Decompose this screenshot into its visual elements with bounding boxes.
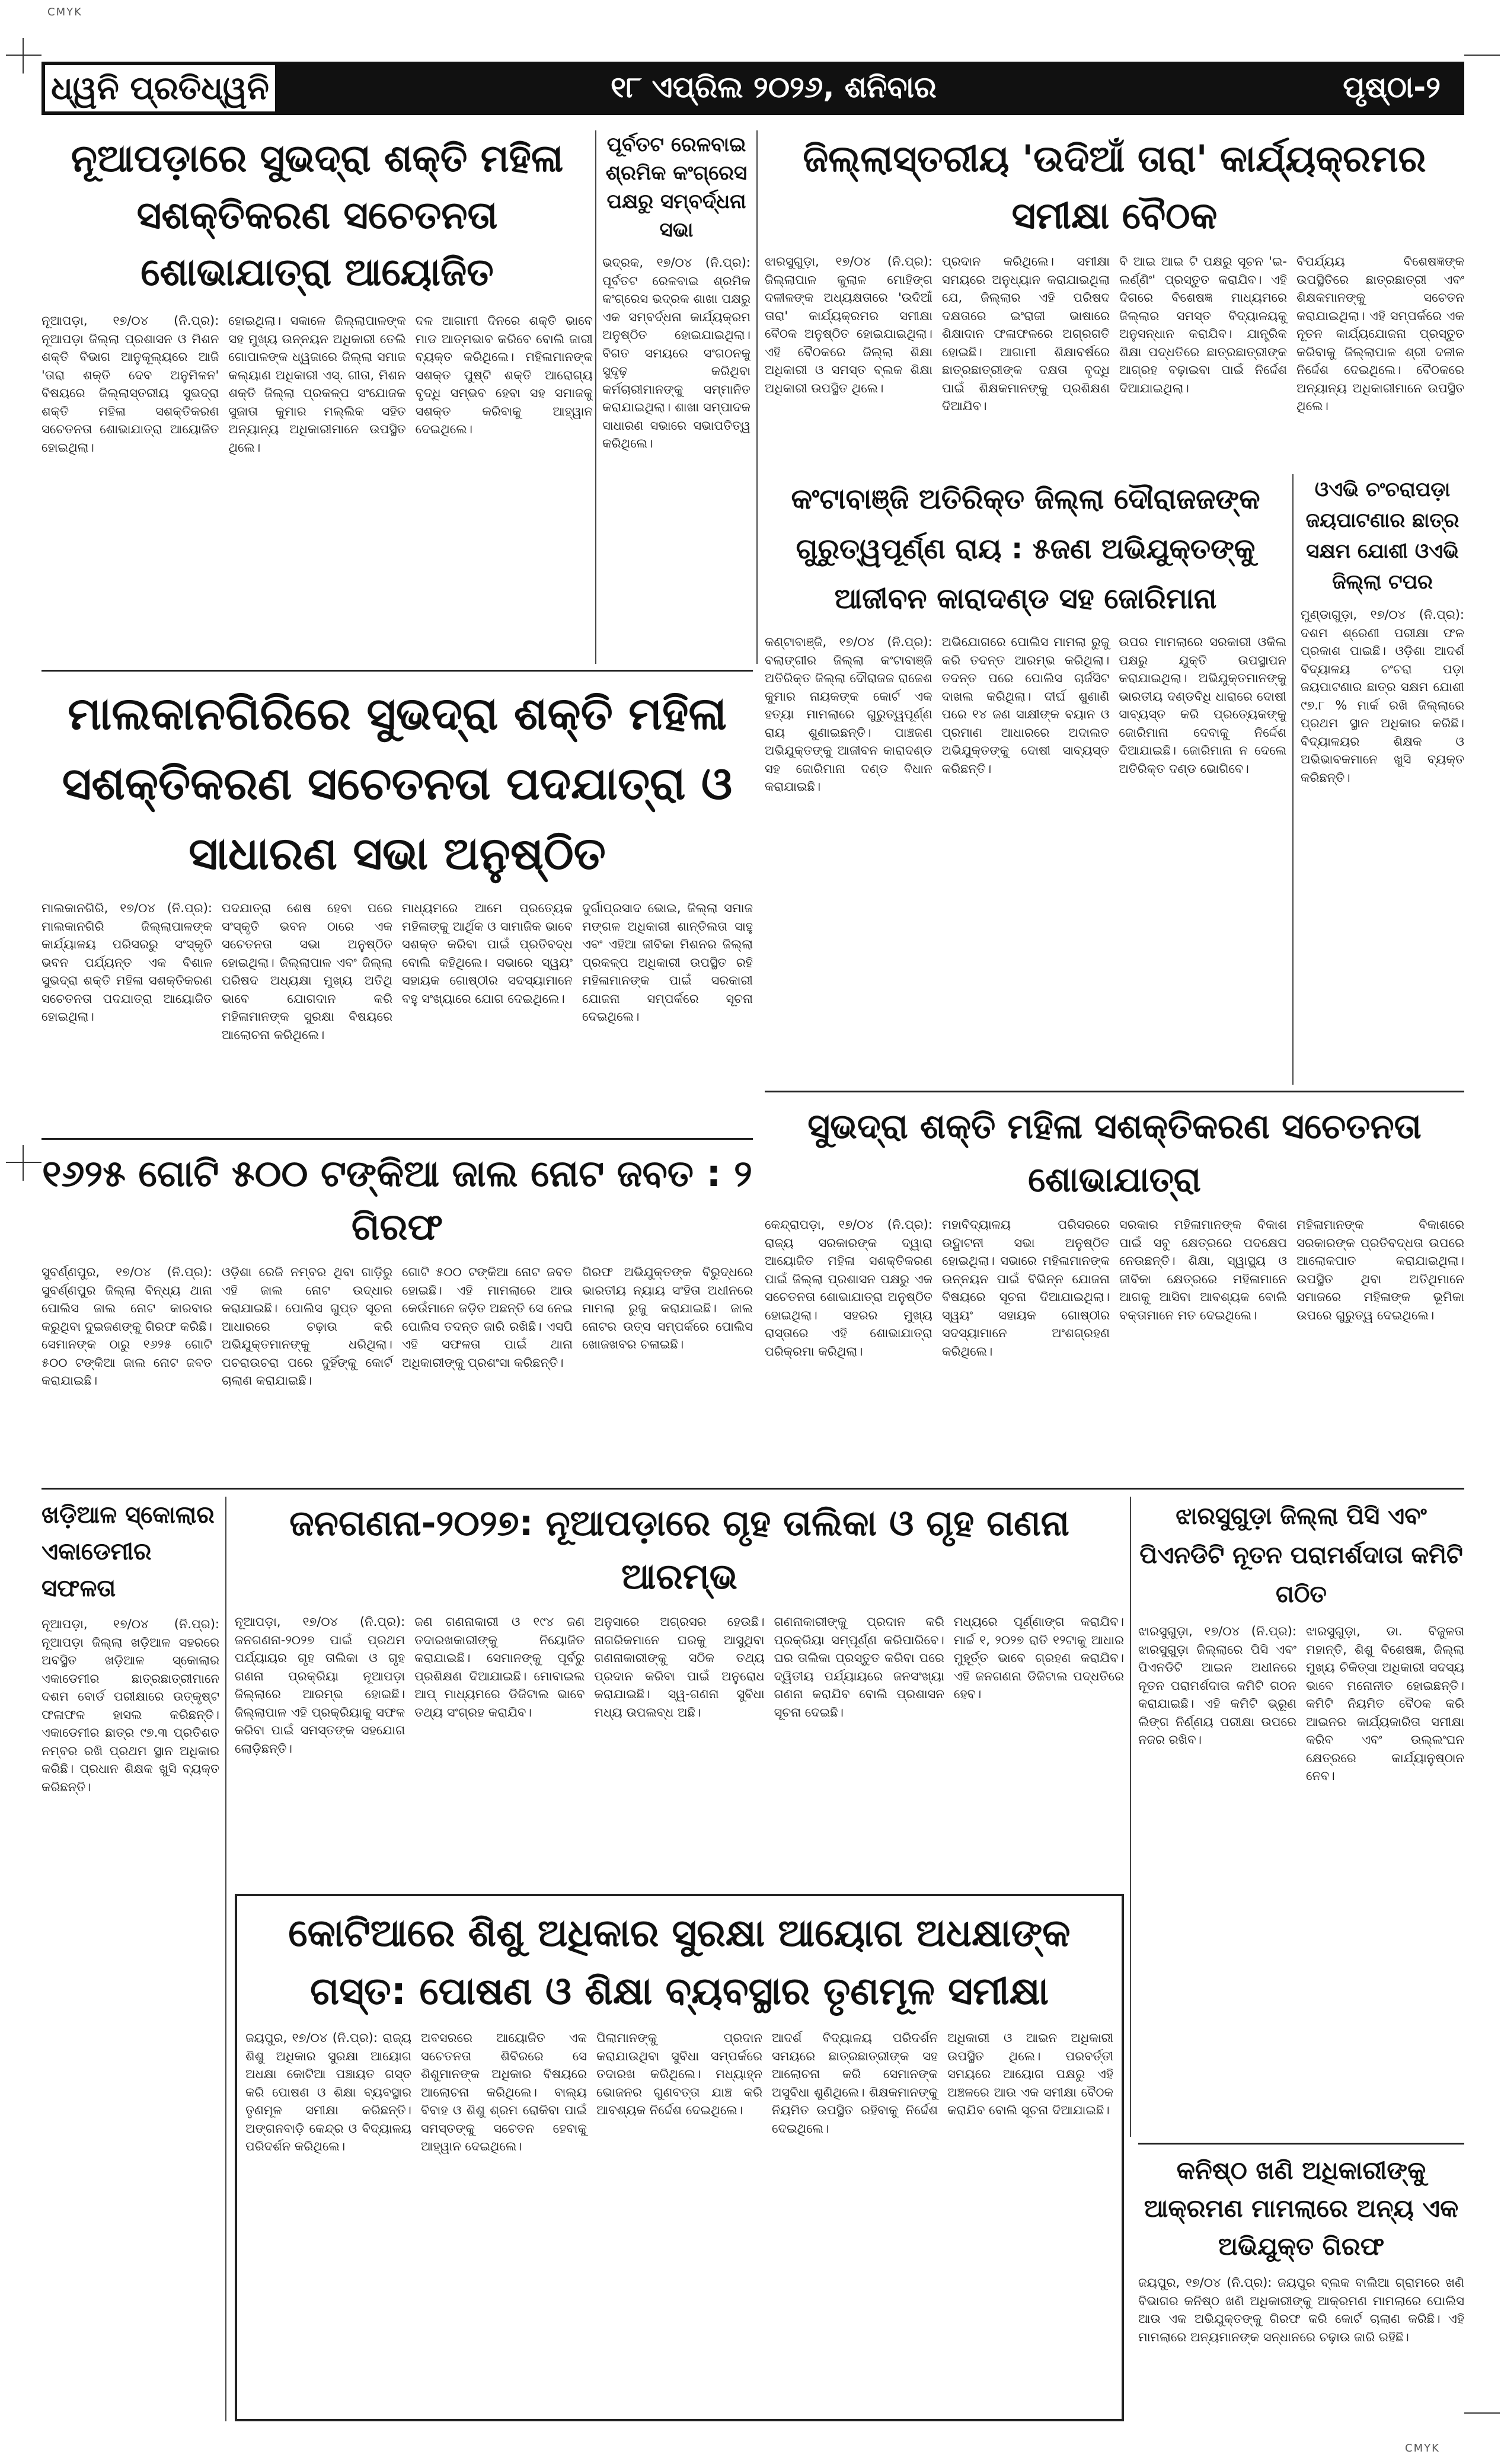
story-column: ଅଭିଯୋଗରେ ପୋଲିସ ମାମଲା ରୁଜୁ କରି ତଦନ୍ତ ଆରମ୍ଭ କରିଥିଲା। ତଦନ୍ତ ପରେ ପୋଲିସ ଚାର୍ଜସିଟ ଦାଖଲ କରିଥିଲା। ଦୀର୍ଘ ଶୁଣାଣି ପରେ ୧୪ ଜଣ ସାକ୍ଷୀଙ୍କ ବୟାନ ଓ ପ୍ରମାଣ ଆଧାରରେ ଅଦାଲତ ଅଭିଯୁକ୍ତଙ୍କୁ ଦୋଷୀ ସାବ୍ୟସ୍ତ କରିଛନ୍ତି। xyxy=(941,635,1110,776)
story-column: ମହିଳାମାନଙ୍କ ବିକାଶରେ ସରକାରଙ୍କ ପ୍ରତିବଦ୍ଧତା ଉପରେ ଆଲୋକପାତ କରାଯାଇଥିଲା। ଉପସ୍ଥିତ ଥିବା ଅତିଥିମାନେ ସମାଜରେ ମହିଳାଙ୍କ ଭୂମିକା ଉପରେ ଗୁରୁତ୍ୱ ଦେଇଥିଲେ। xyxy=(1296,1217,1464,1322)
story-headline: କନିଷ୍ଠ ଖଣି ଅଧିକାରୀଙ୍କୁ ଆକ୍ରମଣ ମାମଲାରେ ଅନ୍ୟ ଏକ ଅଭିଯୁକ୍ତ ଗିରଫ xyxy=(1144,2156,1459,2261)
story-column: ଗିରଫ ଅଭିଯୁକ୍ତଙ୍କ ବିରୁଦ୍ଧରେ ଭାରତୀୟ ନ୍ୟାୟ ସଂହିତା ଅଧୀନରେ ମାମଲା ରୁଜୁ କରାଯାଇଛି। ଜାଲ ନୋଟର ଉତ୍ସ ସମ୍ପର୍କରେ ପୋଲିସ ଖୋଜଖବର ଚଳାଇଛି। xyxy=(582,1265,753,1351)
story-column: ଆଦର୍ଶ ବିଦ୍ୟାଳୟ ପରିଦର୍ଶନ ସମୟରେ ଛାତ୍ରଛାତ୍ରୀଙ୍କ ସହ ଆଲୋଚନା କରି ସେମାନଙ୍କ ଅସୁବିଧା ଶୁଣିଥିଲେ। ଶିକ୍ଷକମାନଙ୍କୁ ନିୟମିତ ଉପସ୍ଥିତ ରହିବାକୁ ନିର୍ଦ୍ଦେଶ ଦେଇଥିଲେ। xyxy=(772,2031,938,2136)
column-rule xyxy=(1130,1497,1131,2137)
crop-mark xyxy=(6,55,41,56)
crop-mark xyxy=(1464,55,1500,56)
story-column: କଣ୍ଟାବାଞ୍ଜି, ୧୭/୦୪ (ନି.ପ୍ର): ବଲାଙ୍ଗୀର ଜିଲ୍ଲା କଂଟାବାଞ୍ଜି ଅତିରିକ୍ତ ଜିଲ୍ଲା ଦୌରାଜଜ ରାଜେଶ କୁମାର ନାୟକଙ୍କ କୋର୍ଟ ଏକ ହତ୍ୟା ମାମଲାରେ ଗୁରୁତ୍ୱପୂର୍ଣ୍ଣ ରାୟ ଶୁଣାଇଛନ୍ତି। ପାଞ୍ଚଜଣ ଅଭିଯୁକ୍ତଙ୍କୁ ଆଜୀବନ କାରାଦଣ୍ଡ ସହ ଜୋରିମାନା ଦଣ୍ଡ ବିଧାନ କରାଯାଇଛି। xyxy=(765,635,932,794)
story-column: ପ୍ରଦାନ କରିଥିଲେ। ସମୀକ୍ଷା ସମୟରେ ଅନୁଧ୍ୟାନ କରାଯାଇଥିଲା ଯେ, ଜିଲ୍ଲାର ଏହି ପରିଷଦ ଦକ୍ଷତାରେ ଇଂରାଜୀ ଭାଷାରେ ଶିକ୍ଷାଦାନ ଫଳାଫଳରେ ଅଗ୍ରଗତି ହୋଇଛି। ଆଗାମୀ ଶିକ୍ଷାବର୍ଷରେ ଛାତ୍ରଛାତ୍ରୀଙ୍କ ଦକ୍ଷତା ବୃଦ୍ଧି ପାଇଁ ଶିକ୍ଷକମାନଙ୍କୁ ପ୍ରଶିକ୍ଷଣ ଦିଆଯିବ। xyxy=(942,254,1110,413)
story-column: ଝାରସୁଗୁଡ଼ା, ୧୭/୦୪ (ନି.ପ୍ର): ଜିଲ୍ଲାପାଳ କୁଲାଳ ମୋହିଙ୍ଗ ଦଳୀଳଙ୍କ ଅଧ୍ୟକ୍ଷତାରେ 'ଉଦିଆଁ ତାରା' କାର୍ଯ୍ୟକ୍ରମର ସମୀକ୍ଷା ବୈଠକ ଅନୁଷ୍ଠିତ ହୋଇଯାଇଥିଲା। ଏହି ବୈଠକରେ ଜିଲ୍ଲା ଶିକ୍ଷା ଅଧିକାରୀ ଓ ସମସ୍ତ ବ୍ଲକ ଶିକ୍ଷା ଅଧିକାରୀ ଉପସ୍ଥିତ ଥିଲେ। xyxy=(765,254,932,395)
story-column: କେନ୍ଦ୍ରାପଡ଼ା, ୧୭/୦୪ (ନି.ପ୍ର): ରାଜ୍ୟ ସରକାରଙ୍କ ଦ୍ୱାରା ଆୟୋଜିତ ମହିଳା ସଶକ୍ତିକରଣ ପାଇଁ ଜିଲ୍ଲା ପ୍ରଶାସନ ପକ୍ଷରୁ ଏକ ସଚେତନତା ଶୋଭାଯାତ୍ରା ଅନୁଷ୍ଠିତ ହୋଇଥିଲା। ସହରର ମୁଖ୍ୟ ରାସ୍ତାରେ ଏହି ଶୋଭାଯାତ୍ରା ପରିକ୍ରମା କରିଥିଲା। xyxy=(765,1217,932,1359)
story-column: ନୂଆପଡ଼ା, ୧୭/୦୪ (ନି.ପ୍ର): ନୂଆପଡ଼ା ଜିଲ୍ଲା ପ୍ରଶାସନ ଓ ମିଶନ ଶକ୍ତି ବିଭାଗ ଆନୁକୂଲ୍ୟରେ ଆଜି 'ତାରା ଶକ୍ତି ଦେବ ଅନୁମିଳନ' ବିଷୟରେ ଜିଲ୍ଲାସ୍ତରୀୟ ସୁଭଦ୍ରା ଶକ୍ତି ମହିଳା ସଶକ୍ତିକରଣ ସଚେତନତା ଶୋଭାଯାତ୍ରା ଆୟୋଜିତ ହୋଇଥିଲା। xyxy=(41,314,219,455)
story-headline: ଝାରସୁଗୁଡ଼ା ଜିଲ୍ଲା ପିସି ଏବଂ ପିଏନଡିଟି ନୂତନ ପରାମର୍ଶଦାତା କମିଟି ଗଠିତ xyxy=(1139,1503,1463,1608)
story-column: ମାଧ୍ୟମରେ ଆମେ ପ୍ରତ୍ୟେକ ମହିଳାଙ୍କୁ ଆର୍ଥିକ ଓ ସାମାଜିକ ଭାବେ ସଶକ୍ତ କରିବା ପାଇଁ ପ୍ରତିବଦ୍ଧ ବୋଲି କହିଥିଲେ। ସଭାରେ ସ୍ୱୟଂ ସହାୟକ ଗୋଷ୍ଠୀର ସଦସ୍ୟାମାନେ ବହୁ ସଂଖ୍ୟାରେ ଯୋଗ ଦେଇଥିଲେ। xyxy=(402,901,573,1006)
section-rule xyxy=(1138,2143,1464,2145)
story-udiaan-tara xyxy=(765,130,1464,462)
story-column: ମହାବିଦ୍ୟାଳୟ ପରିସରରେ ଉଦ୍ଘାଟନୀ ସଭା ଅନୁଷ୍ଠିତ ହୋଇଥିଲା। ସଭାରେ ମହିଳାମାନଙ୍କ ଉନ୍ନୟନ ପାଇଁ ବିଭିନ୍ନ ଯୋଜନା ବିଷୟରେ ସୂଚନା ଦିଆଯାଇଥିଲା। ସ୍ୱୟଂ ସହାୟକ ଗୋଷ୍ଠୀର ସଦସ୍ୟାମାନେ ଅଂଶଗ୍ରହଣ କରିଥିଲେ। xyxy=(942,1217,1110,1359)
story-census xyxy=(235,1497,1124,1888)
story-headline: ପୂର୍ବତଟ ରେଳବାଇ ଶ୍ରମିକ କଂଗ୍ରେସ ପକ୍ଷରୁ ସମ୍ବର୍ଦ୍ଧନା ସଭା xyxy=(605,133,748,242)
column-rule xyxy=(1292,474,1294,1085)
story-column: ଓଡ଼ିଶା ରେଜି ନମ୍ବର ଥିବା ଗାଡ଼ିରୁ ଏହି ଜାଲ ନୋଟ ଉଦ୍ଧାର କରାଯାଇଛି। ପୋଲିସ ଗୁପ୍ତ ସୂଚନା ଆଧାରରେ ଚଢ଼ାଉ କରି ଅଭିଯୁକ୍ତମାନଙ୍କୁ ଧରିଥିଲା। ପଚରାଉଚରା ପରେ ଦୁହିଁଙ୍କୁ କୋର୍ଟ ଚାଲାଣ କରାଯାଇଛି। xyxy=(222,1265,392,1388)
section-rule xyxy=(765,1091,1464,1092)
story-headline: ସୁଭଦ୍ରା ଶକ୍ତି ମହିଳା ସଶକ୍ତିକରଣ ସଚେତନତା ଶୋଭାଯାତ୍ରା xyxy=(807,1106,1422,1200)
section-rule xyxy=(41,670,753,672)
story-railway-congress xyxy=(602,130,750,664)
story-malkangiri xyxy=(41,679,753,1129)
column-rule xyxy=(756,130,758,664)
story-headline: ୧୬୨୫ ଗୋଟି ୫୦୦ ଟଙ୍କିଆ ଜାଲ ନୋଟ ଜବତ : ୨ ଗିରଫ xyxy=(42,1152,752,1248)
story-column: ଜଣ ଗଣନାକାରୀ ଓ ୧୯୪ ଜଣ ତଦାରଖକାରୀଙ୍କୁ ନିୟୋଜିତ କରାଯାଇଛି। ସେମାନଙ୍କୁ ପୂର୍ବରୁ ପ୍ରଶିକ୍ଷଣ ଦିଆଯାଇଛି। ମୋବାଇଲ ଆପ୍ ମାଧ୍ୟମରେ ଡିଜିଟାଲ ଭାବେ ତଥ୍ୟ ସଂଗ୍ରହ କରାଯିବ। xyxy=(414,1615,585,1720)
story-column: ଦଳ ଆଗାମୀ ଦିନରେ ଶକ୍ତି ଭାବେ ମାଡ ଆତ୍ମଭାବ କରିବେ ବୋଲି ଜାରୀ ବ୍ୟକ୍ତ କରିଥିଲେ। ମହିଳାମାନଙ୍କ ସଶକ୍ତ ପୁଷ୍ଟି ଶକ୍ତି ଆରୋଗ୍ୟ ବୃଦ୍ଧି ସମ୍ଭବ ହେବା ସହ ସମାଜକୁ ସଶକ୍ତ କରିବାକୁ ଆହ୍ୱାନ ଦେଇଥିଲେ। xyxy=(415,314,593,436)
story-column: ଝାରସୁଗୁଡ଼ା, ୧୭/୦୪ (ନି.ପ୍ର): ଝାରସୁଗୁଡ଼ା ଜିଲ୍ଲାରେ ପିସି ଏବଂ ପିଏନଡିଟି ଆଇନ ଅଧୀନରେ ନୂତନ ପରାମର୍ଶଦାତା କମିଟି ଗଠନ କରାଯାଇଛି। ଏହି କମିଟି ଭ୍ରୂଣ ଲିଙ୍ଗ ନିର୍ଣ୍ଣୟ ପରୀକ୍ଷା ଉପରେ ନଜର ରଖିବ। xyxy=(1138,1624,1296,1747)
story-column: ଝାରସୁଗୁଡ଼ା, ଡା. ବିଜୁଳତା ମହାନ୍ତି, ଶିଶୁ ବିଶେଷଜ୍ଞ, ଜିଲ୍ଲା ମୁଖ୍ୟ ଚିକିତ୍ସା ଅଧିକାରୀ ସଦସ୍ୟ ଭାବେ ମନୋନୀତ ହୋଇଛନ୍ତି। କମିଟି ନିୟମିତ ବୈଠକ କରି ଆଇନର କାର୍ଯ୍ୟକାରିତା ସମୀକ୍ଷା କରିବ ଏବଂ ଉଲ୍ଲଂଘନ କ୍ଷେତ୍ରରେ କାର୍ଯ୍ୟାନୁଷ୍ଠାନ ନେବ। xyxy=(1306,1624,1464,1783)
story-pcpndt-committee xyxy=(1138,1497,1464,2137)
story-column: ଜୟପୁର, ୧୭/୦୪ (ନି.ପ୍ର): ଜୟପୁର ବ୍ଲକ ବାଲିଆ ଗ୍ରାମରେ ଖଣି ବିଭାଗର କନିଷ୍ଠ ଖଣି ଅଧିକାରୀଙ୍କୁ ଆକ୍ରମଣ ମାମଲାରେ ପୋଲିସ ଆଉ ଏକ ଅଭିଯୁକ୍ତଙ୍କୁ ଗିରଫ କରି କୋର୍ଟ ଚାଲାଣ କରିଛି। ଏହି ମାମଲାରେ ଅନ୍ୟମାନଙ୍କ ସନ୍ଧାନରେ ଚଢ଼ାଉ ଜାରି ରହିଛି। xyxy=(1138,2276,1464,2344)
story-column: ସୁବର୍ଣ୍ଣପୁର, ୧୭/୦୪ (ନି.ପ୍ର): ସୁବର୍ଣ୍ଣପୁର ଜିଲ୍ଲା ବିନ୍ଧ୍ୟ ଥାନା ପୋଲିସ ଜାଲ ନୋଟ କାରବାର କରୁଥିବା ଦୁଇଜଣଙ୍କୁ ଗିରଫ କରିଛି। ସେମାନଙ୍କ ଠାରୁ ୧୬୨୫ ଗୋଟି ୫୦୦ ଟଙ୍କିଆ ଜାଲ ନୋଟ ଜବତ କରାଯାଇଛି। xyxy=(41,1265,212,1388)
story-column: ଅବସରରେ ଆୟୋଜିତ ଏକ ସଚେତନତା ଶିବିରରେ ସେ ଶିଶୁମାନଙ୍କ ଅଧିକାର ବିଷୟରେ ଆଲୋଚନା କରିଥିଲେ। ବାଲ୍ୟ ବିବାହ ଓ ଶିଶୁ ଶ୍ରମ ରୋକିବା ପାଇଁ ସମସ୍ତଙ୍କୁ ସଚେତନ ହେବାକୁ ଆହ୍ୱାନ ଦେଇଥିଲେ। xyxy=(421,2031,587,2153)
column-rule xyxy=(595,130,596,664)
story-column: ଗଣନାକାରୀଙ୍କୁ ପ୍ରଦାନ କରି ପ୍ରକ୍ରିୟା ସମ୍ପୂର୍ଣ୍ଣ କରିପାରିବେ। ଘର ତାଲିକା ପ୍ରସ୍ତୁତ କରିବା ପରେ ଦ୍ୱିତୀୟ ପର୍ଯ୍ୟାୟରେ ଜନସଂଖ୍ୟା ଗଣନା କରାଯିବ ବୋଲି ପ୍ରଶାସନ ସୂଚନା ଦେଇଛି। xyxy=(774,1615,944,1720)
story-column: ସରକାର ମହିଳାମାନଙ୍କ ବିକାଶ ପାଇଁ ସବୁ କ୍ଷେତ୍ରରେ ପଦକ୍ଷେପ ନେଉଛନ୍ତି। ଶିକ୍ଷା, ସ୍ୱାସ୍ଥ୍ୟ ଓ ଜୀବିକା କ୍ଷେତ୍ରରେ ମହିଳାମାନେ ଆଗକୁ ଆସିବା ଆବଶ୍ୟକ ବୋଲି ବକ୍ତାମାନେ ମତ ଦେଇଥିଲେ। xyxy=(1119,1217,1287,1322)
section-rule xyxy=(41,1488,1464,1490)
story-headline: ଜିଲ୍ଲାସ୍ତରୀୟ 'ଉଦିଆଁ ତାରା' କାର୍ଯ୍ୟକ୍ରମର ସମୀକ୍ଷା ବୈଠକ xyxy=(803,137,1426,237)
story-column: ହୋଇଥିଲା। ସକାଳେ ଜିଲ୍ଲାପାଳଙ୍କ ସହ ମୁଖ୍ୟ ଉନ୍ନୟନ ଅଧିକାରୀ ତେଲି ଗୋପାଳଙ୍କ ଧ୍ୱଜାରେ ଜିଲ୍ଲା ସମାଜ କଲ୍ୟାଣ ଅଧିକାରୀ ଏସ୍. ଗୀତା, ମିଶନ ଶକ୍ତି ଜିଲ୍ଲା ପ୍ରକଳ୍ପ ସଂଯୋଜକ ସୁଜାତା କୁମାର ମଲ୍ଲିକ ସହିତ ଅନ୍ୟାନ୍ୟ ଅଧିକାରୀମାନେ ଉପସ୍ଥିତ ଥିଲେ। xyxy=(228,314,406,455)
story-kotia-child-rights xyxy=(235,1894,1124,2421)
story-headline: ଜନଗଣନା-୨୦୨୭: ନୂଆପଡ଼ାରେ ଗୃହ ତାଲିକା ଓ ଗୃହ ଗଣନା ଆରମ୍ଭ xyxy=(289,1503,1069,1597)
story-column: ମଧ୍ୟରେ ପୂର୍ଣ୍ଣାଙ୍ଗ କରାଯିବ। ମାର୍ଚ୍ଚ ୧, ୨୦୨୭ ରାତି ୧୨ଟାକୁ ଆଧାର ମୁହୂର୍ତ୍ତ ଭାବେ ଗ୍ରହଣ କରାଯିବ। ଏହି ଜନଗଣନା ଡିଜିଟାଲ ପଦ୍ଧତିରେ ହେବ। xyxy=(953,1615,1124,1701)
story-subhadra-shobhayatra xyxy=(765,1100,1464,1485)
story-column: ଦୁର୍ଗାପ୍ରସାଦ ଭୋଇ, ଜିଲ୍ଲା ସମାଜ ମଙ୍ଗଳ ଅଧିକାରୀ ଶାନ୍ତିଲତା ସାହୁ ଏବଂ ଏହିଆ ଜୀବିକା ମିଶନର ଜିଲ୍ଲା ପ୍ରକଳ୍ପ ଅଧିକାରୀ ଉପସ୍ଥିତ ରହି ମହିଳାମାନଙ୍କ ପାଇଁ ସରକାରୀ ଯୋଜନା ସମ୍ପର୍କରେ ସୂଚନା ଦେଇଥିଲେ। xyxy=(582,901,753,1024)
story-column: ଜୟପୁର, ୧୭/୦୪ (ନି.ପ୍ର): ରାଜ୍ୟ ଶିଶୁ ଅଧିକାର ସୁରକ୍ଷା ଆୟୋଗ ଅଧକ୍ଷା କୋଟିଆ ପଞ୍ଚାୟତ ଗସ୍ତ କରି ପୋଷଣ ଓ ଶିକ୍ଷା ବ୍ୟବସ୍ଥାର ତୃଣମୂଳ ସମୀକ୍ଷା କରିଛନ୍ତି। ଅଙ୍ଗନବାଡ଼ି କେନ୍ଦ୍ର ଓ ବିଦ୍ୟାଳୟ ପରିଦର୍ଶନ କରିଥିଲେ। xyxy=(245,2031,411,2153)
issue-date: ୧୮ ଏପ୍ରିଲ ୨୦୨୬, ଶନିବାର xyxy=(611,70,937,104)
section-rule xyxy=(41,1138,753,1140)
story-column: ବି ଆଇ ଆଇ ଟି ପକ୍ଷରୁ ସୂଚନ 'ଇ-ଲର୍ଣ୍ଣିଂ' ପ୍ରସ୍ତୁତ କରାଯିବ। ଏହି ଦିଗରେ ବିଶେଷଜ୍ଞ ମାଧ୍ୟମରେ ଜିଲ୍ଲାର ସମସ୍ତ ବିଦ୍ୟାଳୟକୁ ଅନୁସନ୍ଧାନ କରାଯିବ। ଯାନ୍ତ୍ରିକ ଶିକ୍ଷା ପଦ୍ଧତିରେ ଛାତ୍ରଛାତ୍ରୀଙ୍କ ଆଗ୍ରହ ବଢ଼ାଇବା ପାଇଁ ନିର୍ଦ୍ଦେଶ ଦିଆଯାଇଥିଲା। xyxy=(1119,254,1287,395)
story-column: ଗୋଟି ୫୦୦ ଟଙ୍କିଆ ନୋଟ ଜବତ ହୋଇଛି। ଏହି ମାମଲାରେ ଆଉ କେଉଁମାନେ ଜଡ଼ିତ ଅଛନ୍ତି ସେ ନେଇ ପୋଲିସ ତଦନ୍ତ ଜାରି ରଖିଛି। ଏସପି ଏହି ସଫଳତା ପାଇଁ ଥାନା ଅଧିକାରୀଙ୍କୁ ପ୍ରଶଂସା କରିଛନ୍ତି। xyxy=(402,1265,573,1370)
story-column: ପିଲାମାନଙ୍କୁ ପ୍ରଦାନ କରାଯାଉଥିବା ସୁବିଧା ସମ୍ପର୍କରେ ତଦାରଖ କରିଥିଲେ। ମଧ୍ୟାହ୍ନ ଭୋଜନର ଗୁଣବତ୍ତା ଯାଞ୍ଚ କରି ଆବଶ୍ୟକ ନିର୍ଦ୍ଦେଶ ଦେଇଥିଲେ। xyxy=(596,2031,762,2117)
story-headline: କୋଟିଆରେ ଶିଶୁ ଅଧିକାର ସୁରକ୍ଷା ଆୟୋଗ ଅଧକ୍ଷାଙ୍କ ଗସ୍ତ: ପୋଷଣ ଓ ଶିକ୍ଷା ବ୍ୟବସ୍ଥାର ତୃଣମୂଳ ସମୀକ୍ଷା xyxy=(288,1912,1071,2014)
story-column: ଉପର ମାମଲାରେ ସରକାରୀ ଓକିଲ ପକ୍ଷରୁ ଯୁକ୍ତି ଉପସ୍ଥାପନ କରାଯାଇଥିଲା। ଅଭିଯୁକ୍ତମାନଙ୍କୁ ଭାରତୀୟ ଦଣ୍ଡବିଧି ଧାରାରେ ଦୋଷୀ ସାବ୍ୟସ୍ତ କରି ପ୍ରତ୍ୟେକଙ୍କୁ ଜୋରିମାନା ଦେବାକୁ ନିର୍ଦ୍ଦେଶ ଦିଆଯାଇଛି। ଜୋରିମାନା ନ ଦେଲେ ଅତିରିକ୍ତ ଦଣ୍ଡ ଭୋଗିବେ। xyxy=(1119,635,1286,776)
story-khariar-scholar xyxy=(41,1497,219,2421)
story-column: ନୂଆପଡ଼ା, ୧୭/୦୪ (ନି.ପ୍ର): ନୂଆପଡ଼ା ଜିଲ୍ଲା ଖଡ଼ିଆଳ ସହରରେ ଅବସ୍ଥିତ ଖଡ଼ିଆଳ ସ୍କୋଲାର ଏକାଡେମୀର ଛାତ୍ରଛାତ୍ରୀମାନେ ଦଶମ ବୋର୍ଡ ପରୀକ୍ଷାରେ ଉତ୍କୃଷ୍ଟ ଫଳାଫଳ ହାସଲ କରିଛନ୍ତି। ଏକାଡେମୀର ଛାତ୍ର ୯୭.୩ ପ୍ରତିଶତ ନମ୍ବର ରଖି ପ୍ରଥମ ସ୍ଥାନ ଅଧିକାର କରିଛି। ପ୍ରଧାନ ଶିକ୍ଷକ ଖୁସି ବ୍ୟକ୍ତ କରିଛନ୍ତି। xyxy=(41,1617,219,1794)
story-fake-notes xyxy=(41,1147,753,1479)
crop-mark xyxy=(6,1162,41,1163)
story-headline: ନୂଆପଡ଼ାରେ ସୁଭଦ୍ରା ଶକ୍ତି ମହିଳା ସଶକ୍ତିକରଣ ସଚେତନତା ଶୋଭାଯାତ୍ରା ଆୟୋଜିତ xyxy=(71,137,564,295)
story-column: ମୁଣ୍ଡାଗୁଡ଼ା, ୧୭/୦୪ (ନି.ପ୍ର): ଦଶମ ଶ୍ରେଣୀ ପରୀକ୍ଷା ଫଳ ପ୍ରକାଶ ପାଇଛି। ଓଡ଼ିଶା ଆଦର୍ଶ ବିଦ୍ୟାଳୟ ଚଂଚରା ପଡ଼ା ଜୟପାଟଣାର ଛାତ୍ର ସକ୍ଷମ ଯୋଶୀ ୯୭.୮ % ମାର୍କ ରଖି ଜିଲ୍ଲାରେ ପ୍ରଥମ ସ୍ଥାନ ଅଧିକାର କରିଛି। ବିଦ୍ୟାଳୟର ଶିକ୍ଷକ ଓ ଅଭିଭାବକମାନେ ଖୁସି ବ୍ୟକ୍ତ କରିଛନ୍ତି। xyxy=(1301,608,1464,785)
story-column: ନୂଆପଡ଼ା, ୧୭/୦୪ (ନି.ପ୍ର): ଜନଗଣନା-୨୦୨୭ ପାଇଁ ପ୍ରଥମ ପର୍ଯ୍ୟାୟର ଗୃହ ତାଲିକା ଓ ଗୃହ ଗଣନା ପ୍ରକ୍ରିୟା ନୂଆପଡ଼ା ଜିଲ୍ଲାରେ ଆରମ୍ଭ ହୋଇଛି। ଜିଲ୍ଲାପାଳ ଏହି ପ୍ରକ୍ରିୟାକୁ ସଫଳ କରିବା ପାଇଁ ସମସ୍ତଙ୍କ ସହଯୋଗ ଲୋଡ଼ିଛନ୍ତି। xyxy=(235,1615,405,1756)
story-column: ଭଦ୍ରକ, ୧୭/୦୪ (ନି.ପ୍ର): ପୂର୍ବତଟ ରେଳବାଇ ଶ୍ରମିକ କଂଗ୍ରେସ ଭଦ୍ରକ ଶାଖା ପକ୍ଷରୁ ଏକ ସମ୍ବର୍ଦ୍ଧନା କାର୍ଯ୍ୟକ୍ରମ ଅନୁଷ୍ଠିତ ହୋଇଯାଇଥିଲା। ବିଗତ ସମୟରେ ସଂଗଠନକୁ ସୁଦୃଢ଼ କରିଥିବା କର୍ମଚାରୀମାନଙ୍କୁ ସମ୍ମାନିତ କରାଯାଇଥିଲା। ଶାଖା ସମ୍ପାଦକ ସାଧାରଣ ସଭାରେ ସଭାପତିତ୍ୱ କରିଥିଲେ। xyxy=(602,255,750,450)
story-headline: ଖଡ଼ିଆଳ ସ୍କୋଲାର ଏକାଡେମୀର ସଫଳତା xyxy=(41,1501,215,1602)
page-number: ପୃଷ୍ଠା-୨ xyxy=(1343,70,1441,104)
story-headline: କଂଟାବାଞ୍ଜି ଅତିରିକ୍ତ ଜିଲ୍ଲା ଦୌରାଜଜଙ୍କ ଗୁରୁତ୍ୱପୂର୍ଣ୍ଣ ରାୟ : ୫ଜଣ ଅଭିଯୁକ୍ତଙ୍କୁ ଆଜୀବନ କାରାଦଣ୍ଡ ସହ ଜୋରିମାନା xyxy=(791,482,1260,615)
crop-mark xyxy=(1464,2412,1500,2414)
cmyk-mark-top: CMYK xyxy=(47,6,82,18)
cmyk-mark-bottom: CMYK xyxy=(1405,2442,1440,2455)
masthead xyxy=(41,62,1464,115)
story-oav-topper xyxy=(1301,474,1464,1085)
story-column: ଅଧିକାରୀ ଓ ଆଇନ ଅଧିକାରୀ ଉପସ୍ଥିତ ଥିଲେ। ପରବର୍ତ୍ତୀ ସମୟରେ ଆୟୋଗ ପକ୍ଷରୁ ଏହି ଅଞ୍ଚଳରେ ଆଉ ଏକ ସମୀକ୍ଷା ବୈଠକ କରାଯିବ ବୋଲି ସୂଚନା ଦିଆଯାଇଛି। xyxy=(947,2031,1113,2117)
story-column: ବିପର୍ଯ୍ୟୟ ବିଶେଷଜ୍ଞଙ୍କ ଉପସ୍ଥିତିରେ ଛାତ୍ରଛାତ୍ରୀ ଏବଂ ଶିକ୍ଷକମାନଙ୍କୁ ସଚେତନ କରାଯାଇଥିଲା। ଏହି ସମ୍ପର୍କରେ ଏକ ନୂତନ କାର୍ଯ୍ୟଯୋଜନା ପ୍ରସ୍ତୁତ କରିବାକୁ ଜିଲ୍ଲାପାଳ ଶ୍ରୀ ଦଳୀଳ ନିର୍ଦ୍ଦେଶ ଦେଇଥିଲେ। ବୈଠକରେ ଅନ୍ୟାନ୍ୟ ଅଧିକାରୀମାନେ ଉପସ୍ଥିତ ଥିଲେ। xyxy=(1296,254,1464,413)
newspaper-logo: ଧ୍ୱନି ପ୍ରତିଧ୍ୱନି xyxy=(41,62,279,115)
story-headline: ମାଲକାନଗିରିରେ ସୁଭଦ୍ରା ଶକ୍ତି ମହିଳା ସଶକ୍ତିକରଣ ସଚେତନତା ପଦଯାତ୍ରା ଓ ସାଧାରଣ ସଭା ଅନୁଷ୍ଠିତ xyxy=(62,687,733,880)
story-column: ପଦଯାତ୍ରା ଶେଷ ହେବା ପରେ ସଂସ୍କୃତି ଭବନ ଠାରେ ଏକ ସଚେତନତା ସଭା ଅନୁଷ୍ଠିତ ହୋଇଥିଲା। ଜିଲ୍ଲାପାଳ ଏବଂ ଜିଲ୍ଲା ପରିଷଦ ଅଧ୍ୟକ୍ଷା ମୁଖ୍ୟ ଅତିଥି ଭାବେ ଯୋଗଦାନ କରି ମହିଳାମାନଙ୍କ ସୁରକ୍ଷା ବିଷୟରେ ଆଲୋଚନା କରିଥିଲେ। xyxy=(222,901,392,1042)
story-column: ଅନୁସାରେ ଅଗ୍ରସର ହେଉଛି। ନାଗରିକମାନେ ଘରକୁ ଆସୁଥିବା ଗଣନାକାରୀଙ୍କୁ ସଠିକ ତଥ୍ୟ ପ୍ରଦାନ କରିବା ପାଇଁ ଅନୁରୋଧ କରାଯାଇଛି। ସ୍ୱ-ଗଣନା ସୁବିଧା ମଧ୍ୟ ଉପଲବ୍ଧ ଅଛି। xyxy=(594,1615,765,1720)
story-nuapada-subhadra xyxy=(41,130,593,664)
story-column: ମାଲକାନଗିରି, ୧୭/୦୪ (ନି.ପ୍ର): ମାଲକାନଗିରି ଜିଲ୍ଲାପାଳଙ୍କ କାର୍ଯ୍ୟାଳୟ ପରିସରରୁ ସଂସ୍କୃତି ଭବନ ପର୍ଯ୍ୟନ୍ତ ଏକ ବିଶାଳ ସୁଭଦ୍ରା ଶକ୍ତି ମହିଳା ସଶକ୍ତିକରଣ ସଚେତନତା ପଦଯାତ୍ରା ଆୟୋଜିତ ହୋଇଥିଲା। xyxy=(41,901,212,1024)
story-headline: ଓଏଭି ଚଂଚରାପଡ଼ା ଜୟପାଟଣାର ଛାତ୍ର ସକ୍ଷମ ଯୋଶୀ ଓଏଭି ଜିଲ୍ଲା ଟପର xyxy=(1305,478,1460,594)
column-rule xyxy=(225,1497,226,2421)
crop-mark xyxy=(23,38,24,73)
crop-mark xyxy=(23,1145,24,1181)
story-kantabanji-verdict xyxy=(765,474,1286,1085)
story-mining-officer-attack xyxy=(1138,2152,1464,2421)
